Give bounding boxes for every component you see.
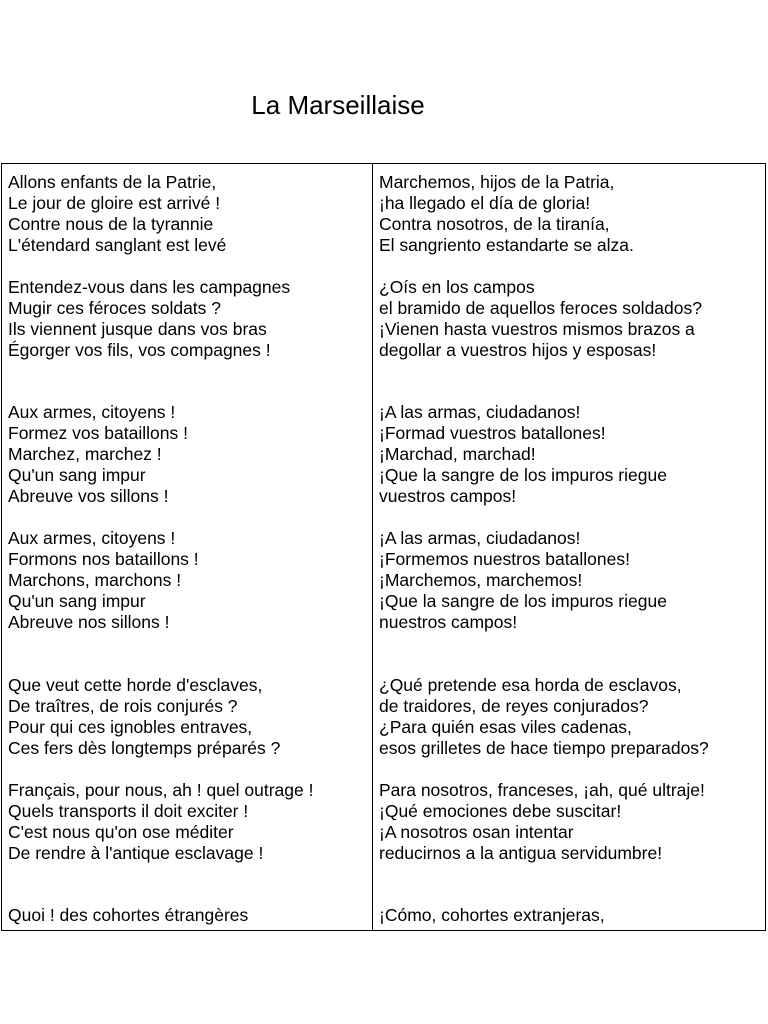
french-line: Ces fers dès longtemps préparés ? [8,738,281,758]
french-line: Qu'un sang impur [8,591,146,611]
french-line: Ils viennent jusque dans vos bras [8,319,267,339]
french-line: De traîtres, de rois conjurés ? [8,696,238,716]
spanish-line: ¡Formad vuestros batallones! [379,423,606,443]
french-line: Pour qui ces ignobles entraves, [8,717,253,737]
spanish-line: degollar a vuestros hijos y esposas! [379,340,657,360]
french-line: Aux armes, citoyens ! [8,402,176,422]
spanish-line: nuestros campos! [379,612,518,632]
french-line: Le jour de gloire est arrivé ! [8,193,221,213]
french-line: Abreuve nos sillons ! [8,612,170,632]
french-line: Égorger vos fils, vos compagnes ! [8,340,271,360]
spanish-line: ¡Qué emociones debe suscitar! [379,801,622,821]
french-line: Aux armes, citoyens ! [8,528,176,548]
french-line: Entendez-vous dans les campagnes [8,277,291,297]
spanish-line: ¡A nosotros osan intentar [379,822,574,842]
french-line: Allons enfants de la Patrie, [8,172,217,192]
french-line: C'est nous qu'on ose méditer [8,822,234,842]
spanish-line: ¡ha llegado el día de gloria! [379,193,591,213]
spanish-line: ¡Vienen hasta vuestros mismos brazos a [379,319,695,339]
spanish-line: esos grilletes de hace tiempo preparados? [379,738,709,758]
document-title: La Marseillaise [251,90,425,120]
spanish-line: ¿Para quién esas viles cadenas, [379,717,632,737]
spanish-line: Contra nosotros, de la tiranía, [379,214,610,234]
french-line: Formons nos bataillons ! [8,549,199,569]
spanish-line: ¿Oís en los campos [379,277,535,297]
spanish-line: ¿Qué pretende esa horda de esclavos, [379,675,682,695]
spanish-line: ¡Formemos nuestros batallones! [379,549,630,569]
spanish-line: ¡Cómo, cohortes extranjeras, [379,905,605,925]
french-line: Quoi ! des cohortes étrangères [8,905,249,925]
french-line: Abreuve vos sillons ! [8,486,169,506]
spanish-line: ¡Que la sangre de los impuros riegue [379,465,667,485]
spanish-line: el bramido de aquellos feroces soldados? [379,298,702,318]
french-line: De rendre à l'antique esclavage ! [8,843,264,863]
spanish-line: ¡Marchad, marchad! [379,444,536,464]
spanish-line: ¡A las armas, ciudadanos! [379,402,581,422]
spanish-line: ¡Marchemos, marchemos! [379,570,583,590]
column-divider [372,164,373,930]
french-line: Marchez, marchez ! [8,444,162,464]
spanish-line: ¡A las armas, ciudadanos! [379,528,581,548]
french-line: Marchons, marchons ! [8,570,182,590]
spanish-line: de traidores, de reyes conjurados? [379,696,649,716]
spanish-line: vuestros campos! [379,486,517,506]
french-line: Formez vos bataillons ! [8,423,188,443]
french-line: L'étendard sanglant est levé [8,235,227,255]
spanish-line: El sangriento estandarte se alza. [379,235,634,255]
lyrics-table [1,163,766,931]
french-line: Quels transports il doit exciter ! [8,801,249,821]
spanish-line: Marchemos, hijos de la Patria, [379,172,615,192]
french-line: Qu'un sang impur [8,465,146,485]
french-line: Contre nous de la tyrannie [8,214,214,234]
french-line: Français, pour nous, ah ! quel outrage ! [8,780,314,800]
french-line: Mugir ces féroces soldats ? [8,298,222,318]
spanish-line: reducirnos a la antigua servidumbre! [379,843,663,863]
french-line: Que veut cette horde d'esclaves, [8,675,263,695]
spanish-line: Para nosotros, franceses, ¡ah, qué ultraje! [379,780,705,800]
spanish-line: ¡Que la sangre de los impuros riegue [379,591,667,611]
